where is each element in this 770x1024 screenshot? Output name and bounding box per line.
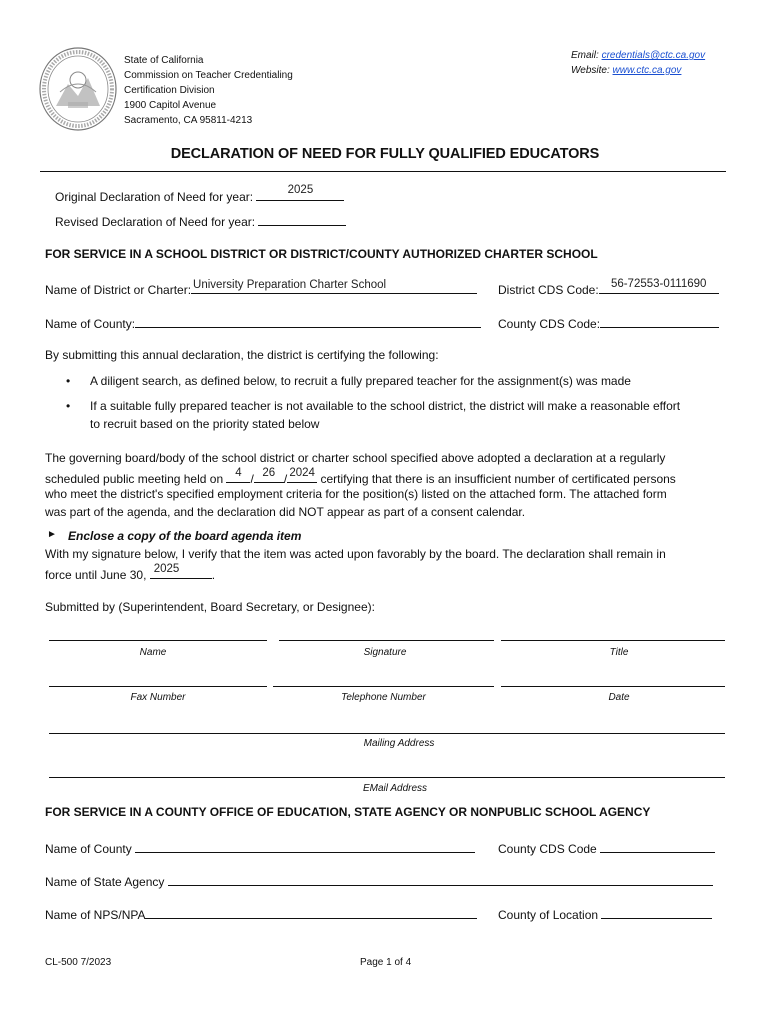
original-declaration-label: Original Declaration of Need for year: [55, 190, 254, 204]
county-field[interactable] [135, 314, 481, 328]
enclose-instruction: Enclose a copy of the board agenda item [68, 529, 302, 543]
form-id: CL-500 7/2023 [45, 957, 112, 968]
district-cds-field[interactable] [599, 280, 719, 294]
district-name-row [45, 280, 477, 297]
page-title: DECLARATION OF NEED FOR FULLY QUALIFIED EDUCATORS [170, 146, 600, 162]
agency-line: State of California [124, 55, 204, 66]
district-cds-row [498, 280, 719, 297]
nps-label: Name of NPS/NPA [45, 908, 146, 922]
governing-line-2-post: certifying that there is an insufficient number of certificated persons [320, 472, 676, 486]
county-of-location-label: County of Location [498, 908, 599, 922]
county-row [45, 314, 481, 331]
revised-declaration-label: Revised Declaration of Need for year: [55, 215, 256, 229]
nps-field[interactable] [145, 905, 477, 919]
certify-bullet-2-line-2: to recruit based on the priority stated below [90, 417, 320, 431]
mailing-address-caption: Mailing Address [363, 738, 435, 749]
force-until-year-value: 2025 [153, 563, 180, 575]
state-agency-field[interactable] [168, 872, 713, 886]
agency-address [124, 53, 293, 128]
email-address-field[interactable] [49, 777, 725, 778]
original-year-field[interactable] [256, 184, 344, 201]
signature-caption: Signature [363, 647, 407, 658]
meeting-month-field[interactable] [226, 469, 250, 483]
enclose-line-2-pre: force until June 30, [45, 568, 147, 582]
coe-county-label: Name of County [45, 842, 132, 856]
district-name-field[interactable] [191, 280, 477, 294]
email-label: Email: [571, 50, 599, 61]
name-caption: Name [139, 647, 167, 658]
county-cds-row [498, 314, 719, 331]
county-cds-label: County CDS Code: [498, 317, 601, 331]
governing-line-1: The governing board/body of the school district or charter school specified above adopted a declaration at a regularly [45, 451, 666, 465]
certify-intro: By submitting this annual declaration, the district is certifying the following: [45, 348, 439, 362]
force-until-year-field[interactable] [150, 565, 212, 579]
title-rule [40, 171, 726, 172]
email-link[interactable]: credentials@ctc.ca.gov [601, 50, 706, 61]
contact-info [571, 48, 705, 78]
website-link[interactable]: www.ctc.ca.gov [612, 65, 682, 76]
fax-number-caption: Fax Number [130, 692, 186, 703]
revised-year-field[interactable] [258, 212, 346, 226]
county-label: Name of County: [45, 317, 136, 331]
bullet-dot: • [66, 399, 71, 413]
state-agency-row [45, 872, 713, 889]
district-cds-label: District CDS Code: [498, 283, 599, 297]
title-caption: Title [609, 647, 629, 658]
district-cds-value: 56-72553-0111690 [610, 278, 707, 290]
email-address-caption: EMail Address [362, 783, 428, 794]
original-declaration-row [55, 184, 344, 204]
county-of-location-row [498, 905, 712, 922]
agency-line: Sacramento, CA 95811-4213 [124, 115, 253, 126]
california-seal-logo [38, 46, 118, 132]
governing-line-2-pre: scheduled public meeting held on [45, 472, 224, 486]
state-agency-label: Name of State Agency [45, 875, 165, 889]
submitted-by-label: Submitted by (Superintendent, Board Secretary, or Designee): [45, 600, 375, 614]
mailing-address-field[interactable] [49, 733, 725, 734]
coe-county-row [45, 839, 475, 856]
title-field[interactable] [501, 640, 725, 641]
certify-bullet-2-line-1: If a suitable fully prepared teacher is not available to the school district, the district will make a reasonable effort [90, 399, 681, 413]
agency-line: Commission on Teacher Credentialing [124, 70, 293, 81]
bullet-dot: • [66, 374, 71, 388]
district-name-label: Name of District or Charter: [45, 283, 192, 297]
governing-line-2: scheduled public meeting held on 4 / 26 / 2024 certifying that there is an insufficient number of certificated persons [45, 467, 676, 486]
arrow-icon: ► [47, 529, 57, 540]
fax-number-field[interactable] [49, 686, 267, 687]
signature-field[interactable] [279, 640, 494, 641]
telephone-number-field[interactable] [273, 686, 494, 687]
district-name-value: University Preparation Charter School [193, 279, 387, 291]
meeting-day-field[interactable] [254, 469, 284, 483]
governing-line-3: who meet the district's specified employment criteria for the position(s) listed on the attached form. The attached form [45, 487, 667, 501]
coe-county-cds-field[interactable] [600, 839, 715, 853]
page-number: Page 1 of 4 [360, 957, 412, 968]
county-of-location-field[interactable] [601, 905, 712, 919]
governing-line-4: was part of the agenda, and the declaration did NOT appear as part of a consent calendar. [45, 505, 526, 519]
enclose-line-2 [45, 565, 215, 582]
revised-declaration-row [55, 212, 346, 229]
enclose-line-1: With my signature below, I verify that the item was acted upon favorably by the board. The declaration shall remain in [45, 547, 666, 561]
agency-line: Certification Division [124, 85, 215, 96]
meeting-year-field[interactable] [287, 469, 317, 483]
meeting-year-value: 2024 [289, 467, 315, 479]
telephone-number-caption: Telephone Number [341, 692, 426, 703]
meeting-day-value: 26 [262, 467, 276, 479]
website-label: Website: [571, 65, 610, 76]
agency-line: 1900 Capitol Avenue [124, 100, 217, 111]
date-caption: Date [608, 692, 630, 703]
date-field[interactable] [501, 686, 725, 687]
nps-row [45, 905, 477, 922]
district-section-heading: FOR SERVICE IN A SCHOOL DISTRICT OR DISTRICT/COUNTY AUTHORIZED CHARTER SCHOOL [45, 247, 598, 261]
name-field[interactable] [49, 640, 267, 641]
coe-county-cds-label: County CDS Code [498, 842, 597, 856]
certify-bullet-1: A diligent search, as defined below, to recruit a fully prepared teacher for the assignment(s) was made [90, 374, 631, 388]
county-cds-field[interactable] [600, 314, 719, 328]
enclose-line-2-post: . [211, 568, 216, 582]
original-year-value: 2025 [287, 184, 314, 196]
coe-county-field[interactable] [135, 839, 475, 853]
meeting-month-value: 4 [235, 467, 242, 479]
coe-county-cds-row [498, 839, 715, 856]
county-section-heading: FOR SERVICE IN A COUNTY OFFICE OF EDUCATION, STATE AGENCY OR NONPUBLIC SCHOOL AGENCY [45, 805, 651, 819]
